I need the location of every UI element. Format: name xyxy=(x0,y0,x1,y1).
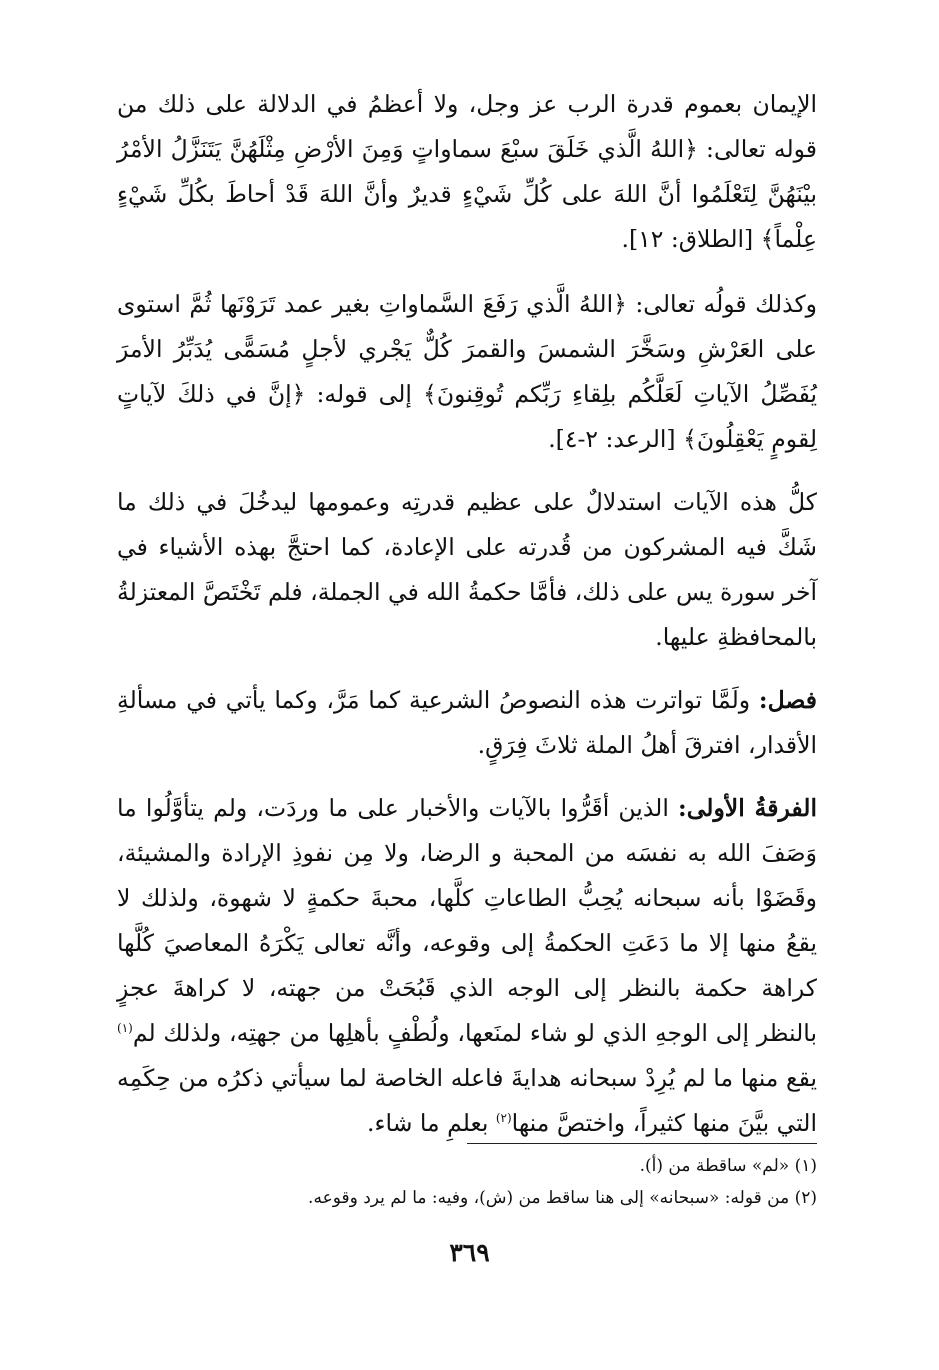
footnote-1: (١) «لم» ساقطة من (أ). xyxy=(639,1156,817,1176)
paragraph-3 xyxy=(117,480,817,660)
footnote-divider xyxy=(467,1143,817,1144)
paragraph-5-text-2: يقع منها ما لم يُرِدْ سبحانه هدايةَ فاعله الخاصة لما سيأتي ذكرُه من حِكَمِه التي بيَّنَ منها كثيراً، واختصَّ منها xyxy=(117,1064,817,1137)
paragraph-1-text: الإيمان بعموم قدرة الرب عز وجل، ولا أعظمُ في الدلالة على ذلك من قوله تعالى: ﴿اللهُ الَّذي خَلَقَ سبْعَ سماواتٍ وَمِنَ الأرْضِ مِثْلَهُنَّ يَتَنَزَّلُ الأمْرُ بيْنَهُنَّ لِتَعْلَمُوا أنَّ اللهَ على كُلِّ شَيْءٍ قديرٌ وأنَّ اللهَ قَدْ أحاطَ بكُلِّ شَيْءٍ عِلْماً﴾ [الطلاق: ١٢]. xyxy=(117,90,817,253)
footnotes xyxy=(117,1150,817,1214)
footnote-marker-1[interactable]: (١) xyxy=(117,1021,133,1036)
paragraph-5-text-3: بعلمِ ما شاء. xyxy=(367,1109,496,1137)
page-number: ٣٦٩ xyxy=(449,1238,490,1267)
paragraph-3-text: كلُّ هذه الآيات استدلالٌ على عظيم قدرتِه وعمومها ليدخُلَ في ذلك ما شَكَّ فيه المشركون من قُدرته على الإعادة، كما احتجَّ بهذه الأشياء في آخر سورة يس على ذلك، فأمَّا حكمةُ الله في الجملة، فلم تَخْتَصَّ المعتزلةُ بالمحافظةِ عليها. xyxy=(117,488,817,651)
footnote-marker-2[interactable]: (٢) xyxy=(495,1111,512,1126)
paragraph-2-text: وكذلك قولُه تعالى: ﴿اللهُ الَّذي رَفَعَ السَّماواتِ بغير عمد تَرَوْنَها ثُمَّ استوى على العَرْشِ وسَخَّرَ الشمسَ والقمرَ كُلٌّ يَجْري لأجلٍ مُسَمًّى يُدَبِّرُ الأمرَ يُفَصِّلُ الآياتِ لَعَلَّكُم بلِقاءِ رَبِّكم تُوقِنونَ﴾ إلى قوله: ﴿إنَّ في ذلكَ لآياتٍ لِقومٍ يَعْقِلُونَ﴾ [الرعد: ٢-٤]. xyxy=(117,290,817,453)
paragraph-4-text: ولَمَّا تواترت هذه النصوصُ الشرعية كما مَرَّ، وكما يأتي في مسألةِ الأقدار، افترقَ أهلُ الملة ثلاثَ فِرَقٍ. xyxy=(117,686,817,759)
paragraph-5 xyxy=(117,786,817,1146)
paragraph-1 xyxy=(117,82,817,262)
page-body xyxy=(117,82,817,1164)
section-heading-first-group: الفرقةُ الأولى: xyxy=(678,794,817,822)
paragraph-4 xyxy=(117,678,817,768)
paragraph-5-text: الذين أقَرُّوا بالآيات والأخبار على ما وردَت، ولم يتأوَّلُوا ما وَصَفَ الله به نفسَه من المحبة و الرضا، ولا مِن نفوذِ الإرادة والمشيئة، وقَضَوْا بأنه سبحانه يُحِبُّ الطاعاتِ كلَّها، محبةَ حكمةٍ لا شهوة، ولذلك لا يقعُ منها إلا ما دَعَتِ الحكمةُ إلى وقوعه، وأنَّه تعالى يَكْرَهُ المعاصيَ كُلَّها كراهة حكمة بالنظر إلى الوجه الذي قَبُحَتْ من جهته، لا كراهةَ عجزٍ بالنظر إلى الوجهِ الذي لو شاء لمنَعها، ولُطْفٍ بأهلِها من جهتِه، ولذلك لم xyxy=(117,794,817,1047)
footnote-2: (٢) من قوله: «سبحانه» إلى هنا ساقط من (ش)، وفيه: ما لم يرد وقوعه. xyxy=(308,1188,817,1208)
paragraph-2 xyxy=(117,282,817,462)
section-heading-fasl: فصل: xyxy=(758,686,817,714)
